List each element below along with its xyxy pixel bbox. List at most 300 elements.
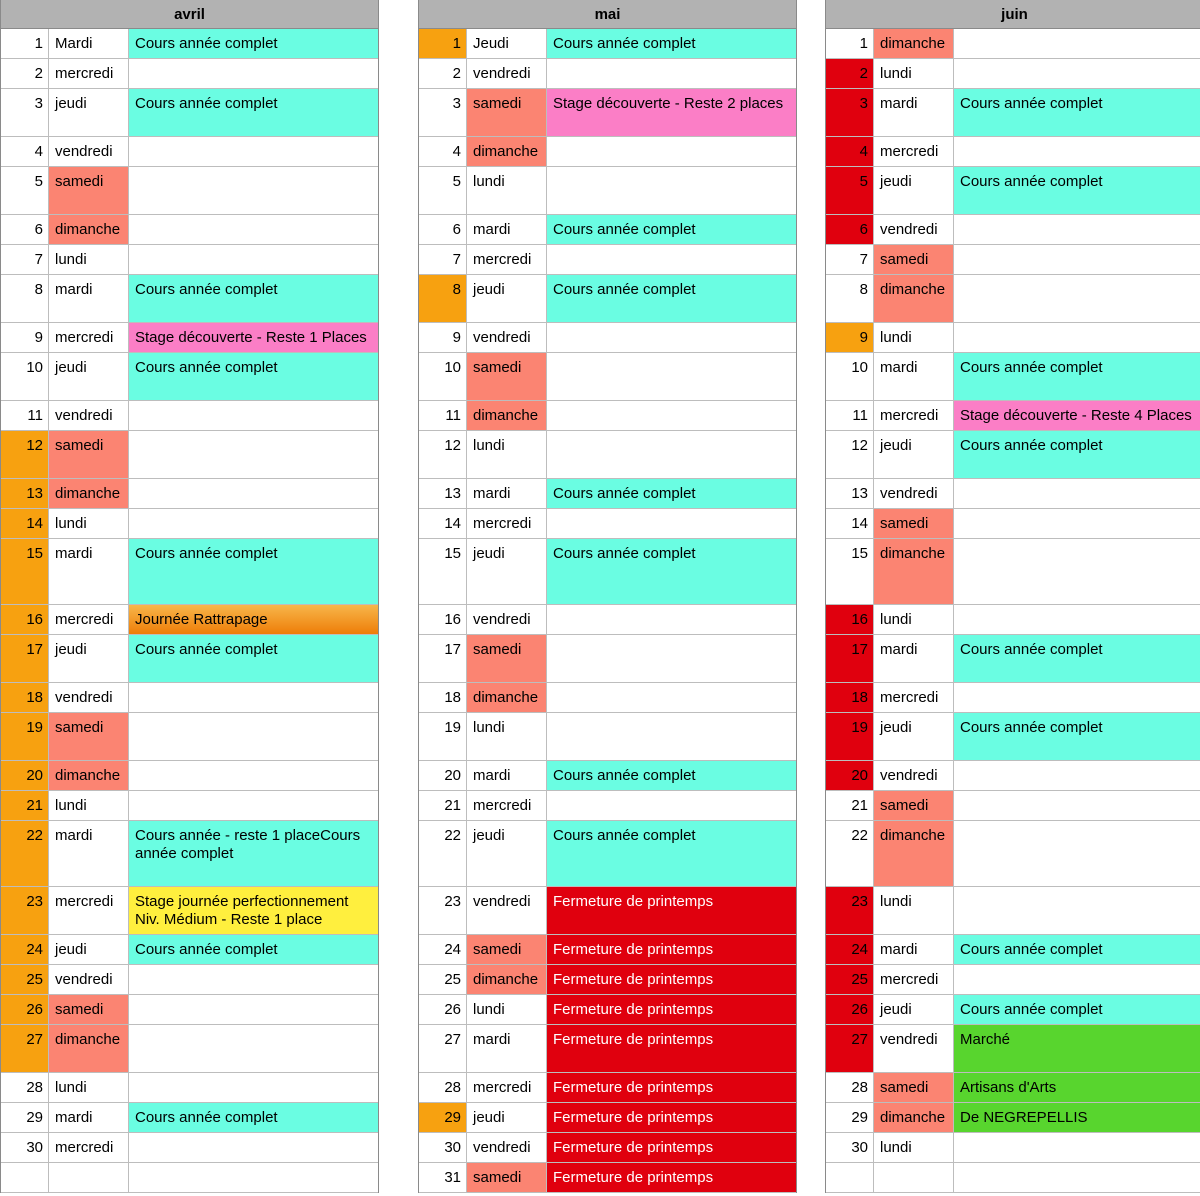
event-cell: De NEGREPELLIS <box>954 1103 1200 1132</box>
weekday-name: dimanche <box>874 1103 954 1132</box>
calendar-row <box>419 683 796 713</box>
day-number: 6 <box>1 215 49 244</box>
calendar-row <box>826 713 1200 761</box>
day-number: 29 <box>826 1103 874 1132</box>
day-number: 24 <box>826 935 874 964</box>
calendar-row <box>826 761 1200 791</box>
day-number: 17 <box>1 635 49 682</box>
event-cell <box>547 713 796 760</box>
event-cell: Cours année complet <box>954 89 1200 136</box>
event-cell <box>129 215 378 244</box>
calendar-row <box>1 935 378 965</box>
event-cell: Stage journée perfectionnement Niv. Médium - Reste 1 place <box>129 887 378 934</box>
day-number: 29 <box>1 1103 49 1132</box>
weekday-name: dimanche <box>49 215 129 244</box>
weekday-name: vendredi <box>467 887 547 934</box>
weekday-name: samedi <box>874 791 954 820</box>
calendar-row <box>826 323 1200 353</box>
weekday-name: jeudi <box>467 275 547 322</box>
weekday-name: vendredi <box>467 605 547 634</box>
weekday-name: mercredi <box>49 59 129 88</box>
weekday-name: lundi <box>49 1073 129 1102</box>
calendar-row <box>826 29 1200 59</box>
day-number: 27 <box>1 1025 49 1072</box>
calendar-row <box>826 509 1200 539</box>
event-cell <box>129 245 378 274</box>
day-number: 27 <box>419 1025 467 1072</box>
day-number: 1 <box>826 29 874 58</box>
month-rows <box>419 29 796 1193</box>
weekday-name: vendredi <box>874 1025 954 1072</box>
day-number: 16 <box>1 605 49 634</box>
event-cell <box>954 887 1200 934</box>
day-number: 5 <box>1 167 49 214</box>
day-number: 1 <box>1 29 49 58</box>
event-cell <box>129 1025 378 1072</box>
event-cell <box>547 431 796 478</box>
day-number: 4 <box>419 137 467 166</box>
weekday-name: mardi <box>49 539 129 604</box>
day-number: 3 <box>826 89 874 136</box>
event-cell <box>129 713 378 760</box>
calendar-row <box>826 935 1200 965</box>
calendar-row <box>419 215 796 245</box>
event-cell <box>129 479 378 508</box>
weekday-name: Mardi <box>49 29 129 58</box>
weekday-name: jeudi <box>874 431 954 478</box>
day-number <box>826 1163 874 1192</box>
day-number: 16 <box>419 605 467 634</box>
day-number: 21 <box>826 791 874 820</box>
calendar-row <box>826 791 1200 821</box>
calendar-row <box>419 1025 796 1073</box>
calendar-row <box>419 1073 796 1103</box>
weekday-name: mercredi <box>467 1073 547 1102</box>
weekday-name: mercredi <box>467 245 547 274</box>
event-cell <box>954 29 1200 58</box>
event-cell: Cours année complet <box>129 935 378 964</box>
day-number: 23 <box>419 887 467 934</box>
event-cell <box>129 683 378 712</box>
event-cell: Cours année complet <box>954 935 1200 964</box>
day-number: 12 <box>419 431 467 478</box>
day-number: 13 <box>1 479 49 508</box>
day-number: 13 <box>826 479 874 508</box>
event-cell: Stage découverte - Reste 4 Places <box>954 401 1200 430</box>
event-cell: Fermeture de printemps <box>547 935 796 964</box>
weekday-name: vendredi <box>49 965 129 994</box>
day-number: 17 <box>826 635 874 682</box>
calendar-row <box>419 1103 796 1133</box>
calendar-row <box>1 1025 378 1073</box>
event-cell: Cours année complet <box>129 635 378 682</box>
weekday-name: samedi <box>49 431 129 478</box>
weekday-name: lundi <box>874 605 954 634</box>
month-table-may <box>418 0 797 1193</box>
day-number: 8 <box>419 275 467 322</box>
calendar-row <box>826 1163 1200 1193</box>
day-number: 8 <box>1 275 49 322</box>
day-number: 18 <box>1 683 49 712</box>
calendar-row <box>1 401 378 431</box>
month-table-april <box>0 0 379 1193</box>
weekday-name: mercredi <box>49 1133 129 1162</box>
event-cell: Cours année complet <box>129 29 378 58</box>
weekday-name: mercredi <box>49 605 129 634</box>
day-number: 2 <box>419 59 467 88</box>
day-number: 26 <box>1 995 49 1024</box>
event-cell <box>954 1163 1200 1192</box>
weekday-name: vendredi <box>467 323 547 352</box>
day-number: 22 <box>1 821 49 886</box>
weekday-name: mardi <box>49 821 129 886</box>
calendar-row <box>419 401 796 431</box>
day-number: 25 <box>1 965 49 994</box>
day-number: 14 <box>826 509 874 538</box>
calendar-row <box>826 821 1200 887</box>
weekday-name: lundi <box>467 713 547 760</box>
calendar-row <box>419 539 796 605</box>
day-number: 7 <box>1 245 49 274</box>
day-number: 7 <box>826 245 874 274</box>
event-cell <box>129 995 378 1024</box>
day-number: 26 <box>419 995 467 1024</box>
weekday-name: samedi <box>49 713 129 760</box>
event-cell <box>547 353 796 400</box>
event-cell: Fermeture de printemps <box>547 1133 796 1162</box>
calendar-row <box>826 683 1200 713</box>
calendar-row <box>1 59 378 89</box>
event-cell <box>129 431 378 478</box>
calendar-row <box>1 635 378 683</box>
calendar-row <box>826 1025 1200 1073</box>
calendar-row <box>826 89 1200 137</box>
weekday-name: mardi <box>874 353 954 400</box>
calendar-row <box>826 479 1200 509</box>
weekday-name: samedi <box>467 1163 547 1192</box>
calendar-row <box>826 1103 1200 1133</box>
weekday-name: mardi <box>874 635 954 682</box>
day-number: 19 <box>419 713 467 760</box>
weekday-name: vendredi <box>874 761 954 790</box>
weekday-name: mardi <box>49 275 129 322</box>
weekday-name: mardi <box>874 89 954 136</box>
event-cell <box>954 479 1200 508</box>
calendar-row <box>826 1073 1200 1103</box>
calendar-row <box>419 29 796 59</box>
weekday-name: lundi <box>874 1133 954 1162</box>
weekday-name: samedi <box>467 635 547 682</box>
event-cell <box>547 635 796 682</box>
calendar-row <box>419 89 796 137</box>
day-number: 4 <box>1 137 49 166</box>
calendar-row <box>826 539 1200 605</box>
event-cell: Cours année complet <box>954 167 1200 214</box>
calendar-row <box>1 479 378 509</box>
calendar-row <box>419 245 796 275</box>
day-number: 19 <box>826 713 874 760</box>
event-cell: Cours année complet <box>129 89 378 136</box>
weekday-name: dimanche <box>467 401 547 430</box>
day-number: 1 <box>419 29 467 58</box>
weekday-name: lundi <box>49 245 129 274</box>
event-cell: Fermeture de printemps <box>547 1103 796 1132</box>
event-cell <box>129 1163 378 1192</box>
weekday-name: mardi <box>467 479 547 508</box>
calendar-row <box>826 401 1200 431</box>
calendar-row <box>419 935 796 965</box>
event-cell: Cours année complet <box>129 275 378 322</box>
day-number: 30 <box>419 1133 467 1162</box>
calendar-row <box>826 995 1200 1025</box>
weekday-name: dimanche <box>467 137 547 166</box>
weekday-name: dimanche <box>467 683 547 712</box>
month-header: juin <box>826 0 1200 29</box>
event-cell <box>547 137 796 166</box>
event-cell <box>954 965 1200 994</box>
weekday-name: mercredi <box>467 509 547 538</box>
day-number: 25 <box>419 965 467 994</box>
weekday-name: lundi <box>874 323 954 352</box>
day-number: 6 <box>826 215 874 244</box>
day-number: 2 <box>1 59 49 88</box>
weekday-name: mardi <box>467 761 547 790</box>
event-cell: Cours année complet <box>547 275 796 322</box>
event-cell: Fermeture de printemps <box>547 965 796 994</box>
calendar-row <box>419 605 796 635</box>
calendar-row <box>1 1133 378 1163</box>
day-number: 19 <box>1 713 49 760</box>
day-number: 28 <box>826 1073 874 1102</box>
event-cell <box>547 245 796 274</box>
event-cell: Cours année complet <box>954 995 1200 1024</box>
weekday-name: lundi <box>467 167 547 214</box>
calendar-row <box>1 683 378 713</box>
calendar-row <box>1 761 378 791</box>
day-number: 2 <box>826 59 874 88</box>
day-number: 26 <box>826 995 874 1024</box>
event-cell <box>129 1073 378 1102</box>
weekday-name: jeudi <box>49 935 129 964</box>
event-cell: Cours année complet <box>547 539 796 604</box>
event-cell: Cours année complet <box>954 353 1200 400</box>
day-number: 29 <box>419 1103 467 1132</box>
event-cell <box>954 683 1200 712</box>
calendar-row <box>419 167 796 215</box>
day-number: 28 <box>1 1073 49 1102</box>
weekday-name <box>874 1163 954 1192</box>
calendar-row <box>1 137 378 167</box>
weekday-name: dimanche <box>874 821 954 886</box>
event-cell <box>547 167 796 214</box>
weekday-name: dimanche <box>874 275 954 322</box>
event-cell <box>954 245 1200 274</box>
day-number: 11 <box>826 401 874 430</box>
weekday-name: lundi <box>49 509 129 538</box>
weekday-name: samedi <box>49 167 129 214</box>
event-cell: Stage découverte - Reste 1 Places <box>129 323 378 352</box>
weekday-name: mardi <box>874 935 954 964</box>
weekday-name: dimanche <box>874 29 954 58</box>
calendar-row <box>419 635 796 683</box>
event-cell <box>547 323 796 352</box>
day-number: 23 <box>826 887 874 934</box>
calendar-row <box>419 137 796 167</box>
month-header: avril <box>1 0 378 29</box>
weekday-name: samedi <box>874 245 954 274</box>
weekday-name: mercredi <box>874 683 954 712</box>
weekday-name: jeudi <box>49 353 129 400</box>
weekday-name: vendredi <box>49 683 129 712</box>
day-number: 10 <box>419 353 467 400</box>
weekday-name: jeudi <box>467 1103 547 1132</box>
day-number: 17 <box>419 635 467 682</box>
calendar-row <box>419 1133 796 1163</box>
weekday-name: vendredi <box>874 479 954 508</box>
event-cell: Cours année complet <box>129 1103 378 1132</box>
event-cell: Cours année complet <box>954 431 1200 478</box>
event-cell: Fermeture de printemps <box>547 995 796 1024</box>
calendar-row <box>419 791 796 821</box>
event-cell: Marché <box>954 1025 1200 1072</box>
event-cell: Cours année - reste 1 placeCours année complet <box>129 821 378 886</box>
day-number: 21 <box>419 791 467 820</box>
calendar-row <box>419 887 796 935</box>
event-cell <box>129 1133 378 1162</box>
event-cell <box>547 59 796 88</box>
calendar-row <box>419 353 796 401</box>
event-cell: Cours année complet <box>129 539 378 604</box>
weekday-name: lundi <box>467 431 547 478</box>
day-number: 23 <box>1 887 49 934</box>
day-number: 18 <box>419 683 467 712</box>
weekday-name: vendredi <box>874 215 954 244</box>
calendar-row <box>1 167 378 215</box>
day-number: 11 <box>1 401 49 430</box>
calendar-row <box>826 245 1200 275</box>
event-cell: Fermeture de printemps <box>547 887 796 934</box>
event-cell <box>954 605 1200 634</box>
day-number: 20 <box>1 761 49 790</box>
calendar-row <box>1 887 378 935</box>
weekday-name: samedi <box>874 1073 954 1102</box>
weekday-name: dimanche <box>467 965 547 994</box>
day-number: 4 <box>826 137 874 166</box>
weekday-name: samedi <box>467 353 547 400</box>
calendar-row <box>1 965 378 995</box>
calendar-row <box>826 635 1200 683</box>
day-number: 5 <box>826 167 874 214</box>
event-cell <box>547 791 796 820</box>
calendar-row <box>419 431 796 479</box>
day-number: 20 <box>826 761 874 790</box>
calendar-row <box>419 821 796 887</box>
event-cell <box>129 761 378 790</box>
event-cell: Fermeture de printemps <box>547 1025 796 1072</box>
weekday-name: jeudi <box>874 995 954 1024</box>
day-number: 6 <box>419 215 467 244</box>
weekday-name: mercredi <box>49 323 129 352</box>
day-number: 12 <box>826 431 874 478</box>
day-number: 20 <box>419 761 467 790</box>
event-cell: Cours année complet <box>547 821 796 886</box>
day-number: 27 <box>826 1025 874 1072</box>
calendar-row <box>419 713 796 761</box>
day-number: 16 <box>826 605 874 634</box>
event-cell: Journée Rattrapage <box>129 605 378 634</box>
calendar-row <box>1 323 378 353</box>
weekday-name: Jeudi <box>467 29 547 58</box>
event-cell: Cours année complet <box>954 635 1200 682</box>
event-cell <box>547 605 796 634</box>
calendar-row <box>1 713 378 761</box>
event-cell <box>954 761 1200 790</box>
month-rows <box>1 29 378 1193</box>
calendar-row <box>1 539 378 605</box>
event-cell <box>547 683 796 712</box>
calendar-row <box>1 353 378 401</box>
day-number: 15 <box>1 539 49 604</box>
calendar-row <box>419 323 796 353</box>
event-cell: Cours année complet <box>547 761 796 790</box>
event-cell <box>954 1133 1200 1162</box>
calendar-row <box>419 761 796 791</box>
weekday-name: dimanche <box>49 479 129 508</box>
calendar-row <box>1 1163 378 1193</box>
calendar-row <box>1 995 378 1025</box>
day-number: 10 <box>1 353 49 400</box>
weekday-name: samedi <box>467 89 547 136</box>
calendar-row <box>826 605 1200 635</box>
day-number: 24 <box>1 935 49 964</box>
event-cell <box>129 59 378 88</box>
event-cell <box>954 821 1200 886</box>
event-cell: Cours année complet <box>547 29 796 58</box>
calendar-row <box>1 431 378 479</box>
calendar-row <box>419 995 796 1025</box>
weekday-name: samedi <box>49 995 129 1024</box>
calendar-row <box>826 431 1200 479</box>
calendar-row <box>419 275 796 323</box>
day-number: 10 <box>826 353 874 400</box>
calendar-row <box>419 1163 796 1193</box>
event-cell <box>547 401 796 430</box>
day-number: 21 <box>1 791 49 820</box>
event-cell <box>954 137 1200 166</box>
calendar-row <box>1 215 378 245</box>
day-number: 30 <box>1 1133 49 1162</box>
event-cell: Cours année complet <box>129 353 378 400</box>
weekday-name: mercredi <box>874 965 954 994</box>
calendar-row <box>419 59 796 89</box>
calendar-row <box>1 29 378 59</box>
day-number: 7 <box>419 245 467 274</box>
calendar-row <box>826 965 1200 995</box>
day-number: 14 <box>419 509 467 538</box>
calendar-row <box>419 509 796 539</box>
event-cell: Cours année complet <box>954 713 1200 760</box>
calendar-row <box>1 1073 378 1103</box>
event-cell <box>954 275 1200 322</box>
calendar-row <box>826 275 1200 323</box>
day-number <box>1 1163 49 1192</box>
calendar-row <box>419 965 796 995</box>
event-cell <box>954 509 1200 538</box>
day-number: 3 <box>419 89 467 136</box>
weekday-name: mardi <box>467 215 547 244</box>
weekday-name: mercredi <box>49 887 129 934</box>
weekday-name <box>49 1163 129 1192</box>
